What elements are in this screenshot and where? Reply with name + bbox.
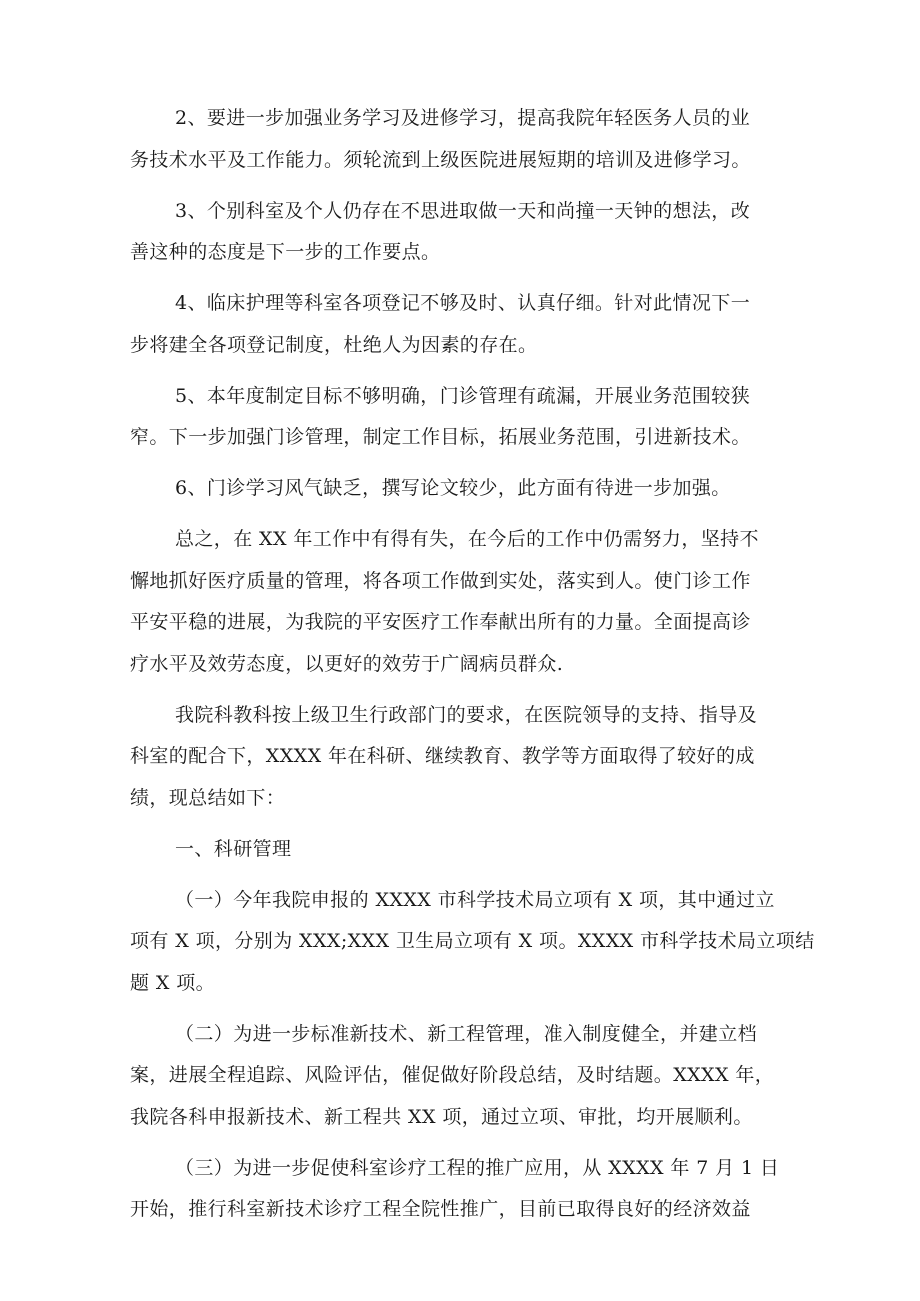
item-2-line-3: 我院各科申报新技术、新工程共 XX 项，通过立项、审批，均开展顺利。 [130, 1106, 753, 1128]
summary-line-1: 总之，在 XX 年工作中有得有失，在今后的工作中仍需努力，坚持不 [175, 528, 759, 550]
paragraph-2-line-1: 2、要进一步加强业务学习及进修学习，提高我院年轻医务人员的业 [175, 107, 751, 129]
intro-line-1: 我院科教科按上级卫生行政部门的要求，在医院领导的支持、指导及 [175, 704, 758, 726]
summary-line-3: 平安平稳的进展，为我院的平安医疗工作奉献出所有的力量。全面提高诊 [130, 611, 751, 633]
paragraph-4-line-1: 4、临床护理等科室各项登记不够及时、认真仔细。针对此情况下一 [175, 292, 751, 314]
item-2-line-1: （二）为进一步标准新技术、新工程管理，准入制度健全，并建立档 [175, 1023, 758, 1045]
paragraph-6-line-1: 6、门诊学习风气缺乏，撰写论文较少，此方面有待进一步加强。 [175, 477, 731, 499]
paragraph-2-line-2: 务技术水平及工作能力。须轮流到上级医院进展短期的培训及进修学习。 [130, 149, 751, 171]
item-3-line-1: （三）为进一步促使科室诊疗工程的推广应用，从 XXXX 年 7 月 1 日 [175, 1157, 780, 1179]
item-1-line-1: （一）今年我院申报的 XXXX 市科学技术局立项有 X 项，其中通过立 [175, 889, 775, 911]
item-3-line-2: 开始，推行科室新技术诊疗工程全院性推广，目前已取得良好的经济效益 [130, 1198, 751, 1220]
paragraph-5-line-1: 5、本年度制定目标不够明确，门诊管理有疏漏，开展业务范围较狭 [175, 385, 751, 407]
summary-line-4: 疗水平及效劳态度，以更好的效劳于广阔病员群众. [130, 653, 564, 675]
intro-line-2: 科室的配合下，XXXX 年在科研、继续教育、教学等方面取得了较好的成 [130, 745, 755, 767]
item-1-line-3: 题 X 项。 [130, 972, 216, 994]
intro-line-3: 绩，现总结如下： [130, 787, 286, 809]
summary-line-2: 懈地抓好医疗质量的管理，将各项工作做到实处，落实到人。使门诊工作 [130, 570, 751, 592]
paragraph-4-line-2: 步将建全各项登记制度，杜绝人为因素的存在。 [130, 334, 538, 356]
paragraph-3-line-1: 3、个别科室及个人仍存在不思进取做一天和尚撞一天钟的想法，改 [175, 200, 751, 222]
item-2-line-2: 案，进展全程追踪、风险评估，催促做好阶段总结，及时结题。XXXX 年， [130, 1064, 775, 1086]
item-1-line-2: 项有 X 项，分别为 XXX;XXX 卫生局立项有 X 项。XXXX 市科学技术局立项结 [130, 930, 815, 952]
paragraph-5-line-2: 窄。下一步加强门诊管理，制定工作目标，拓展业务范围，引进新技术。 [130, 426, 751, 448]
section-heading-research: 一、科研管理 [175, 838, 292, 860]
paragraph-3-line-2: 善这种的态度是下一步的工作要点。 [130, 241, 441, 263]
